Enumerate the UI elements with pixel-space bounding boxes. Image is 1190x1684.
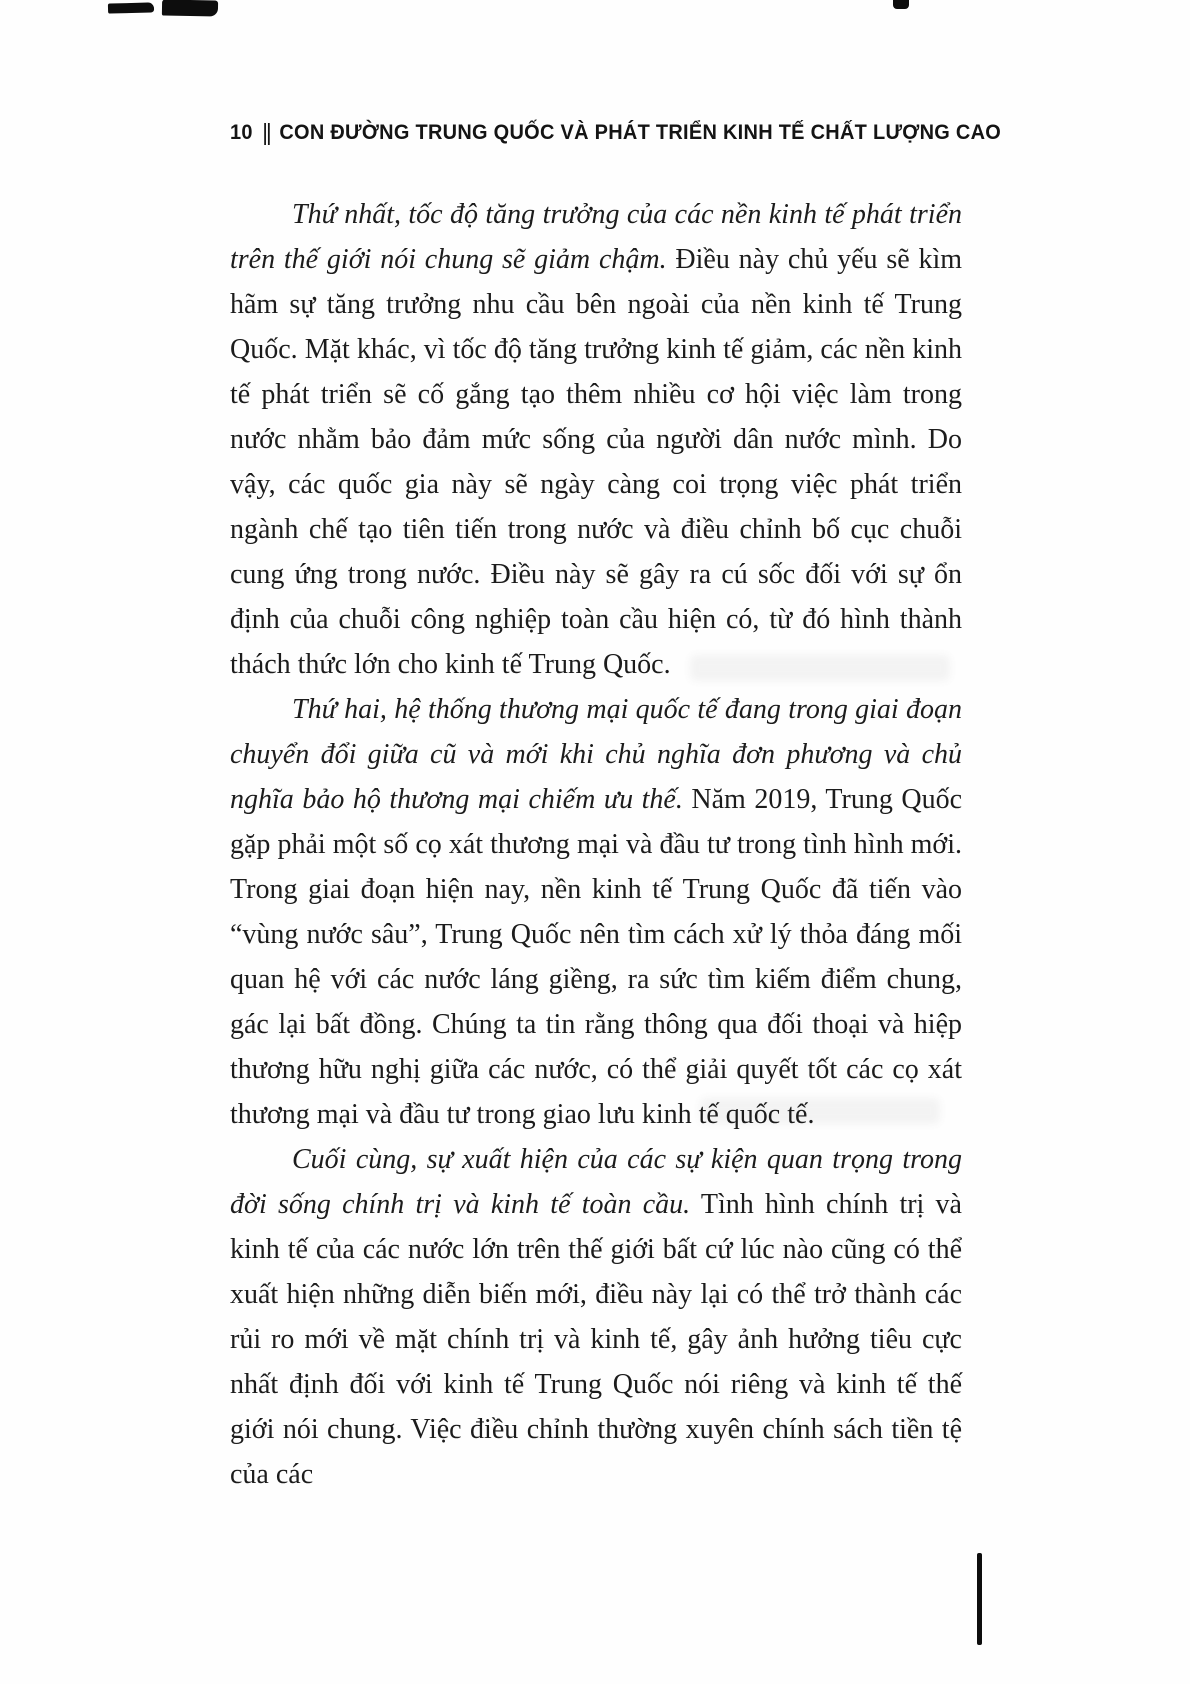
- scan-artifact-top-left-2: [162, 0, 218, 16]
- paragraph-1-lead-italic: Thứ nhất, tốc độ tăng trưởng của các nền kinh tế phát triển trên thế giới nói chung sẽ giảm chậm.: [230, 199, 962, 275]
- paragraph-3: [230, 1137, 962, 1497]
- paragraph-2: [230, 687, 962, 1137]
- paragraph-1-body: Điều này chủ yếu sẽ kìm hãm sự tăng trưởng nhu cầu bên ngoài của nền kinh tế Trung Quốc. Mặt khác, vì tốc độ tăng trưởng kinh tế giảm, các nền kinh tế phát triển sẽ cố gắng tạo thêm nhiều cơ hội việc làm trong nước nhằm bảo đảm mức sống của người dân nước mình. Do vậy, các quốc gia này sẽ ngày càng coi trọng việc phát triển ngành chế tạo tiên tiến trong nước và điều chỉnh bố cục chuỗi cung ứng trong nước. Điều này sẽ gây ra cú sốc đối với sự ổn định của chuỗi công nghiệp toàn cầu hiện có, từ đó hình thành thách thức lớn cho kinh tế Trung Quốc.: [230, 244, 963, 680]
- scan-artifact-top-right: [893, 0, 909, 9]
- running-title: CON ĐƯỜNG TRUNG QUỐC VÀ PHÁT TRIỂN KINH TẾ CHẤT LƯỢNG CAO: [279, 121, 1002, 144]
- paragraph-2-body: Năm 2019, Trung Quốc gặp phải một số cọ xát thương mại và đầu tư trong tình hình mới. Trong giai đoạn hiện nay, nền kinh tế Trung Quốc đã tiến vào “vùng nước sâu”, Trung Quốc nên tìm cách xử lý thỏa đáng mối quan hệ với các nước láng giềng, ra sức tìm kiếm điểm chung, gác lại bất đồng. Chúng ta tin rằng thông qua đối thoại và hiệp thương hữu nghị giữa các nước, có thể giải quyết tốt các cọ xát thương mại và đầu tư trong giao lưu kinh tế quốc tế.: [230, 784, 963, 1130]
- paragraph-1: [230, 192, 962, 687]
- page-number: 10: [230, 121, 253, 144]
- paragraph-3-lead-italic: Cuối cùng, sự xuất hiện của các sự kiện quan trọng trong đời sống chính trị và kinh tế toàn cầu.: [230, 1144, 962, 1220]
- page-body: [230, 192, 962, 1497]
- paragraph-2-lead-italic: Thứ hai, hệ thống thương mại quốc tế đang trong giai đoạn chuyển đổi giữa cũ và mới khi chủ nghĩa đơn phương và chủ nghĩa bảo hộ thương mại chiếm ưu thế.: [230, 694, 962, 815]
- scan-artifact-bottom-right-line: [977, 1553, 982, 1645]
- header-separator: ||: [262, 119, 270, 145]
- scan-artifact-top-left-1: [108, 2, 154, 13]
- page-header: [230, 118, 1002, 145]
- paragraph-3-body: Tình hình chính trị và kinh tế của các nước lớn trên thế giới bất cứ lúc nào cũng có thể xuất hiện những diễn biến mới, điều này lại có thể trở thành các rủi ro mới về mặt chính trị và kinh tế, gây ảnh hưởng tiêu cực nhất định đối với kinh tế Trung Quốc nói riêng và kinh tế thế giới nói chung. Việc điều chỉnh thường xuyên chính sách tiền tệ của các: [230, 1189, 962, 1490]
